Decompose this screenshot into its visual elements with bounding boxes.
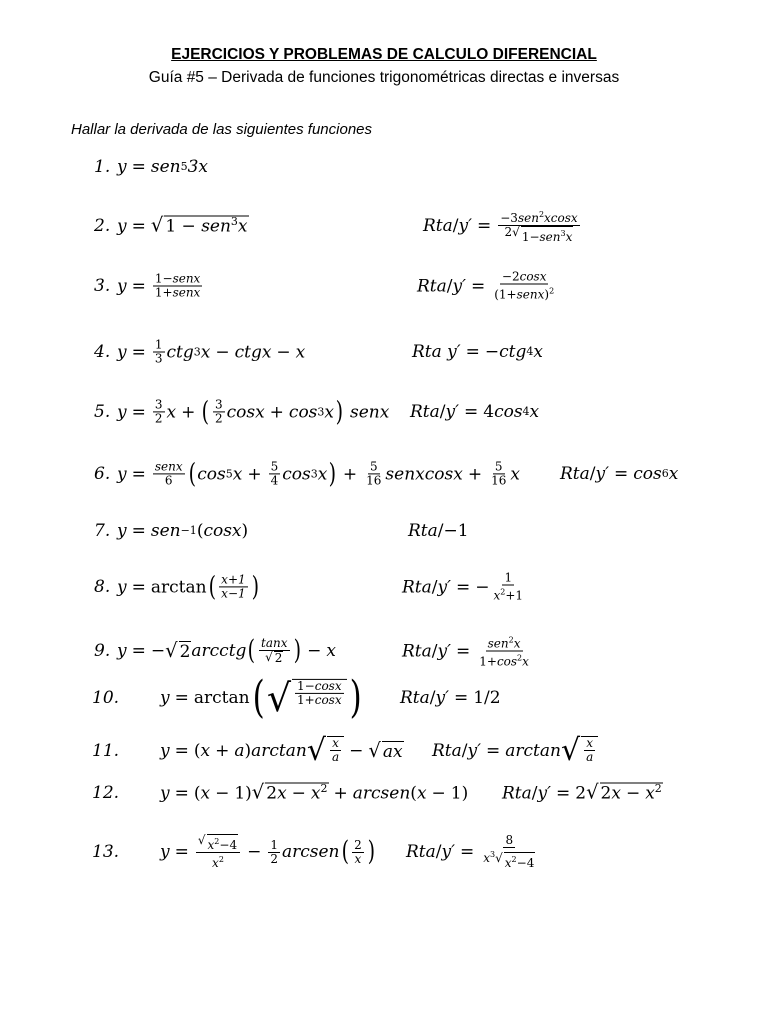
exercise-number: 10.: [92, 688, 120, 708]
exercise-function: y = sen −1 ( cosx ): [117, 521, 249, 541]
exercise-answer: Rta / y′ = cos 6 x: [560, 464, 679, 484]
exercise-answer: Rta /−1: [408, 521, 469, 541]
exercise-10: [0, 672, 768, 724]
exercise-answer: Rta / y′ = 2 √ $2x - x^2$: [502, 780, 662, 804]
exercise-11: [0, 728, 768, 774]
exercise-answer: Rta / y′ = −3sen$^2$xcosx 2 √ 1−sen$^3$x: [423, 210, 578, 244]
exercise-answer: Rta y′ = − ctg 4 x: [412, 342, 543, 362]
exercise-number: 1.: [94, 157, 111, 177]
exercise-number: 13.: [92, 842, 120, 862]
exercise-number: 2.: [94, 216, 111, 236]
exercise-function: y = arctan ( √ $\frac{1-\cos x}{1+\cos x}$ ): [160, 671, 362, 723]
exercise-number: 8.: [94, 577, 111, 597]
exercise-function: y = √ 1 − sen$^3$x: [117, 213, 248, 237]
exercise-13: [0, 828, 768, 876]
exercise-answer: Rta / y′ = 4 cos 4 x: [410, 402, 540, 422]
exercise-function: y = − √ 2 arcctg ( tanx √ 2 ) − x: [117, 635, 336, 667]
exercise-function: y = arctan ( $\frac{x+1}{x-1}$ ): [117, 571, 259, 603]
exercise-12: [0, 776, 768, 810]
document-subtitle: Guía #5 – Derivada de funciones trigonométricas directas e inversas: [148, 69, 620, 86]
exercise-answer: Rta / y′ = $\frac{sen^2x}{1+\cos^2x}$: [402, 635, 529, 669]
exercise-number: 12.: [92, 783, 120, 803]
document-title: EJERCICIOS Y PROBLEMAS DE CALCULO DIFERENCIAL: [171, 46, 597, 63]
exercise-4: [0, 332, 768, 372]
exercise-number: 9.: [94, 641, 111, 661]
exercise-answer: Rta / y′ = arctan √ $\frac{x}{a}$: [432, 736, 598, 766]
exercise-answer: Rta / y′ = 8 $x^3$ √ $x^2-4$: [406, 833, 535, 870]
exercise-function: y = $\frac{\text{1−senx}}{\text{1+senx}}$: [117, 271, 201, 300]
exercise-number: 6.: [94, 464, 111, 484]
exercise-2: [0, 206, 768, 246]
exercise-answer: Rta / y′ = $\frac{-2\cos x}{(1+senx)^2}$: [417, 269, 555, 302]
exercise-8: [0, 566, 768, 608]
exercise-6: [0, 454, 768, 494]
exercise-function: y = ( x + a ) arctan √ $\frac{x}{a}$ − √ ax: [160, 733, 403, 768]
exercise-function: y = sen 5 3x: [117, 157, 208, 177]
exercise-3: [0, 266, 768, 306]
exercise-1: [0, 150, 768, 184]
exercise-function: y = $\frac{\text{senx}}{6}$ ( cos 5 x + $\frac{5}{4}$ cos 3 x ) + $\frac{5}{16}$ senxcosx + $\frac{5}{16}$ x: [117, 458, 520, 490]
exercise-9: [0, 630, 768, 672]
exercise-function: y = $\frac{3}{2}$ x + ( $\frac{3}{2}$ cosx + cos 3 x ) senx: [117, 396, 390, 428]
exercise-5: [0, 392, 768, 432]
exercise-answer: Rta / y′ = 1/2: [400, 688, 501, 708]
exercise-function: y = √ $x^2-4$ $x^2$ − $\frac{1}{2}$ arcsen ( $\frac{2}{x}$ ): [160, 833, 375, 870]
exercise-function: y = ( x − 1) √ $2x - x^2$ + arcsen ( x − 1): [160, 780, 469, 804]
exercise-number: 11.: [92, 741, 120, 761]
exercise-number: 5.: [94, 402, 111, 422]
exercise-number: 3.: [94, 276, 111, 296]
exercise-number: 4.: [94, 342, 111, 362]
exercise-7: [0, 514, 768, 548]
exercise-number: 7.: [94, 521, 111, 541]
exercise-function: y = $\frac{1}{3}$ ctg 3 x − ctgx − x: [117, 337, 306, 366]
instruction-text: Hallar la derivada de las siguientes funciones: [71, 121, 373, 138]
exercise-answer: Rta / y′ = − $\frac{1}{x^2+1}$: [402, 570, 524, 603]
